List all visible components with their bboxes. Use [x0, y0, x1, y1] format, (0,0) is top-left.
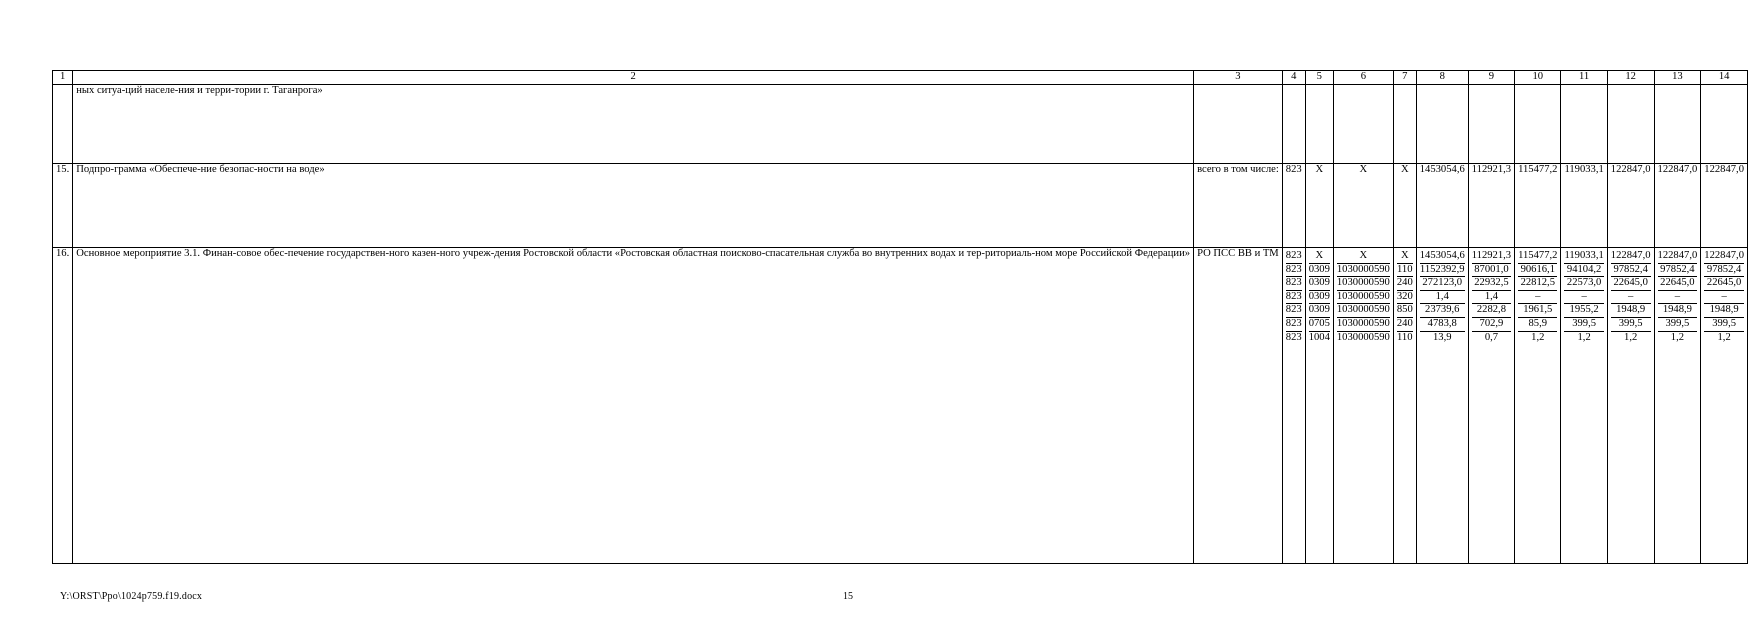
header-cell: 11 — [1561, 71, 1607, 85]
value-cell: 1961,5 — [1518, 304, 1557, 318]
value-cell: 850 — [1397, 304, 1413, 318]
value-cell: 0309 — [1309, 264, 1330, 278]
value-cell: 0309 — [1309, 304, 1330, 318]
value-column-12 — [1607, 248, 1654, 564]
value-cell: 115477,2 — [1515, 164, 1561, 248]
value-column-6 — [1333, 248, 1393, 564]
header-cell: 1 — [53, 71, 73, 85]
value-cell: 1030000590 — [1337, 264, 1390, 278]
value-cell: 110 — [1397, 331, 1413, 343]
header-cell: 5 — [1305, 71, 1333, 85]
value-cell: 119033,1 — [1561, 164, 1607, 248]
value-cell: X — [1337, 248, 1390, 264]
header-cell: 8 — [1416, 71, 1468, 85]
value-cell: – — [1518, 291, 1557, 305]
value-cell: 22573,0 — [1564, 277, 1603, 291]
value-cell: 22812,5 — [1518, 277, 1557, 291]
value-cell: 823 — [1285, 331, 1302, 343]
value-column-4 — [1282, 248, 1305, 564]
value-column-5 — [1305, 248, 1333, 564]
value-cell: 90616,1 — [1518, 264, 1557, 278]
value-cell: 1,2 — [1624, 331, 1638, 343]
file-path: Y:\ORST\Ppo\1024p759.f19.docx — [60, 591, 203, 602]
value-cell: 1,2 — [1670, 331, 1685, 343]
value-cell: 823 — [1286, 291, 1302, 305]
value-cell: 112921,3 — [1472, 248, 1511, 264]
table-row-16 — [53, 248, 1748, 564]
value-cell: 122847,0 — [1607, 164, 1654, 248]
program-name: Основное мероприятие 3.1. Финан-совое обес-печение государствен-ного казен-ного учреж-дения Ростовской области «Ростовская областная поисково-спасательная служба во внутренних водах и тер-риториаль-ном море Российской Федерации» — [73, 248, 1194, 564]
header-cell: 12 — [1607, 71, 1654, 85]
empty-cell — [1393, 85, 1416, 164]
value-cell: 399,5 — [1704, 318, 1744, 332]
value-cell: 1030000590 — [1336, 331, 1390, 343]
value-cell: 823 — [1286, 248, 1302, 264]
row-number: 15. — [53, 164, 73, 248]
value-cell: 22645,0 — [1658, 277, 1698, 291]
value-cell: 115477,2 — [1518, 248, 1557, 264]
header-cell: 13 — [1654, 71, 1701, 85]
value-cell: 97852,4 — [1658, 264, 1698, 278]
header-cell: 10 — [1515, 71, 1561, 85]
row-number: 16. — [53, 248, 73, 564]
value-cell: 0309 — [1309, 277, 1330, 291]
empty-cell — [1333, 85, 1393, 164]
value-cell: 22645,0 — [1611, 277, 1651, 291]
value-cell: 0,7 — [1484, 331, 1499, 343]
value-column-7 — [1393, 248, 1416, 564]
program-name: ных ситуа-ций населе-ния и терри-тории г. Таганрога» — [73, 85, 1194, 164]
value-cell: 122847,0 — [1704, 248, 1744, 264]
value-cell: 85,9 — [1518, 318, 1557, 332]
value-cell: 1030000590 — [1337, 304, 1390, 318]
value-cell: 1948,9 — [1658, 304, 1698, 318]
value-cell: 97852,4 — [1611, 264, 1651, 278]
value-cell: X — [1393, 164, 1416, 248]
value-cell: 110 — [1397, 264, 1413, 278]
value-column-10 — [1515, 248, 1561, 564]
value-cell: 122847,0 — [1701, 164, 1748, 248]
value-cell: 122847,0 — [1654, 164, 1701, 248]
value-cell: 399,5 — [1611, 318, 1651, 332]
value-cell: 1030000590 — [1337, 291, 1390, 305]
empty-cell — [1468, 85, 1514, 164]
value-column-8 — [1416, 248, 1468, 564]
value-cell: 320 — [1397, 291, 1413, 305]
value-cell: 22932,5 — [1472, 277, 1511, 291]
value-cell: 1,2 — [1717, 331, 1731, 343]
header-cell: 3 — [1194, 71, 1283, 85]
value-cell: 97852,4 — [1704, 264, 1744, 278]
empty-cell — [1305, 85, 1333, 164]
header-cell: 14 — [1701, 71, 1748, 85]
empty-cell — [1654, 85, 1701, 164]
value-cell: 22645,0 — [1704, 277, 1744, 291]
empty-cell — [1607, 85, 1654, 164]
header-cell: 2 — [73, 71, 1194, 85]
value-cell: 2282,8 — [1472, 304, 1511, 318]
empty-cell — [1561, 85, 1607, 164]
value-cell: 1,4 — [1472, 291, 1511, 305]
value-cell: X — [1309, 248, 1330, 264]
value-cell: 122847,0 — [1658, 248, 1698, 264]
value-cell: X — [1305, 164, 1333, 248]
header-row — [53, 71, 1748, 85]
value-cell: 13,9 — [1432, 331, 1452, 343]
program-name: Подпро-грамма «Обеспече-ние безопас-ности на воде» — [73, 164, 1194, 248]
row-number — [53, 85, 73, 164]
value-cell: X — [1333, 164, 1393, 248]
executor-cell: РО ПСС ВВ и ТМ — [1194, 248, 1283, 564]
executor-cell: всего в том числе: — [1194, 164, 1283, 248]
value-cell: 112921,3 — [1468, 164, 1514, 248]
value-cell: 399,5 — [1564, 318, 1603, 332]
value-cell: 240 — [1397, 318, 1413, 332]
value-cell: 823 — [1286, 304, 1302, 318]
value-cell: 1948,9 — [1611, 304, 1651, 318]
header-cell: 9 — [1468, 71, 1514, 85]
value-cell: 272123,0 — [1420, 277, 1465, 291]
table-row-continuation — [53, 85, 1748, 164]
value-cell: 1453054,6 — [1420, 248, 1465, 264]
value-cell: 0705 — [1309, 318, 1330, 332]
value-cell: – — [1704, 291, 1744, 305]
value-cell: 23739,6 — [1420, 304, 1465, 318]
value-cell: 1,4 — [1420, 291, 1465, 305]
value-cell: 1453054,6 — [1416, 164, 1468, 248]
value-cell: 119033,1 — [1564, 248, 1603, 264]
value-column-14 — [1701, 248, 1748, 564]
value-cell: 823 — [1286, 277, 1302, 291]
value-cell: 94104,2 — [1564, 264, 1603, 278]
value-cell: – — [1658, 291, 1698, 305]
value-cell: 399,5 — [1658, 318, 1698, 332]
value-cell: 0309 — [1309, 291, 1330, 305]
value-cell: 1,2 — [1531, 331, 1545, 343]
value-column-11 — [1561, 248, 1607, 564]
empty-cell — [1194, 85, 1283, 164]
value-cell: 823 — [1282, 164, 1305, 248]
page-number: 15 — [843, 591, 853, 602]
value-cell: – — [1564, 291, 1603, 305]
value-cell: 702,9 — [1472, 318, 1511, 332]
header-cell: 7 — [1393, 71, 1416, 85]
header-cell: 4 — [1282, 71, 1305, 85]
value-column-9 — [1468, 248, 1514, 564]
value-cell: 1152392,9 — [1420, 264, 1465, 278]
value-cell: 1030000590 — [1337, 277, 1390, 291]
value-cell: 240 — [1397, 277, 1413, 291]
value-cell: 1,2 — [1577, 331, 1591, 343]
value-column-13 — [1654, 248, 1701, 564]
value-cell: 1030000590 — [1337, 318, 1390, 332]
value-cell: 1948,9 — [1704, 304, 1744, 318]
value-cell: 87001,0 — [1472, 264, 1511, 278]
value-cell: 122847,0 — [1611, 248, 1651, 264]
empty-cell — [1416, 85, 1468, 164]
value-cell: X — [1397, 248, 1413, 264]
empty-cell — [1282, 85, 1305, 164]
value-cell: 823 — [1286, 264, 1302, 278]
budget-table — [52, 70, 1748, 564]
value-cell: – — [1611, 291, 1651, 305]
table-row-15 — [53, 164, 1748, 248]
value-cell: 823 — [1286, 318, 1302, 332]
header-cell: 6 — [1333, 71, 1393, 85]
value-cell: 1955,2 — [1564, 304, 1603, 318]
value-cell: 4783,8 — [1420, 318, 1465, 332]
empty-cell — [1701, 85, 1748, 164]
value-cell: 1004 — [1308, 331, 1330, 343]
empty-cell — [1515, 85, 1561, 164]
